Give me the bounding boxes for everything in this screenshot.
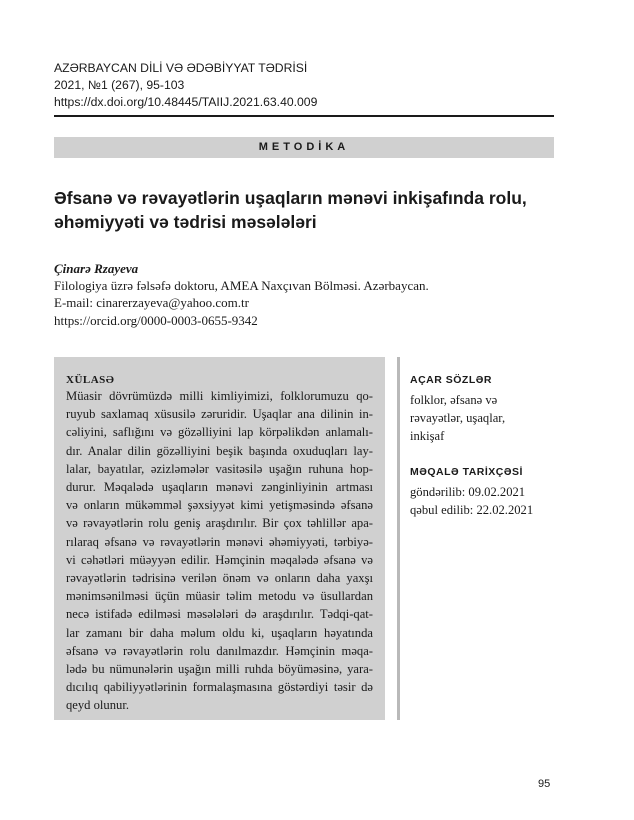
abstract-box <box>54 357 385 720</box>
abstract-line: ruyub saxlamaq xüsusilə zəruridir. Uşaqlar ana dilinin in- <box>66 407 373 422</box>
article-info-sidebar <box>410 373 570 519</box>
history-heading: MƏQALƏ TARİXÇƏSİ <box>410 466 523 478</box>
abstract-text <box>66 387 373 715</box>
journal-header <box>54 60 554 111</box>
abstract-line: rılaraq əfsanə və rəvayətlərin mənəvi əhəmiyyəti, tərbiyə- <box>66 534 373 549</box>
abstract-line: dıcılıq qabiliyyətlərinin formalaşmasına göstərdiyi təsir də <box>66 680 373 695</box>
journal-name: AZƏRBAYCAN DİLİ VƏ ƏDƏBİYYAT TƏDRİSİ <box>54 61 308 75</box>
abstract-line: qeyd olunur. <box>66 698 129 713</box>
abstract-line: və rəvayətlərin rolu geniş araşdırılır. Bir çox təhlillər apa- <box>66 516 373 531</box>
abstract-line: lədə bu nümunələrin uşağın milli ruhda böyüməsinə, yara- <box>66 662 373 677</box>
title-line: əhəmiyyəti və tədrisi məsələləri <box>54 212 317 232</box>
abstract-line: lar zamanı bir daha məlum oldu ki, uşaqların həyatında <box>66 625 373 640</box>
abstract-line: əfsanə və rəvayətlərin rolu danılmazdır. Həmçinin məqa- <box>66 643 373 658</box>
abstract-heading: XÜLASƏ <box>66 374 115 386</box>
keywords-line: folklor, əfsanə və <box>410 393 498 407</box>
author-affiliation: Filologiya üzrə fəlsəfə doktoru, AMEA Naxçıvan Bölməsi. Azərbaycan. <box>54 278 429 294</box>
abstract-line: lalar, bayatılar, əzizləmələr vasitəsilə uşağın ruhuna hop- <box>66 461 373 476</box>
author-name: Çinarə Rzayeva <box>54 261 139 276</box>
page-number: 95 <box>538 778 551 790</box>
author-block <box>54 260 574 329</box>
abstract-line: necə istifadə edilməsi məsələləri də araşdırılır. Tədqi-qat- <box>66 607 373 622</box>
abstract-line: və onların mükəmməl şəxsiyyət kimi yetişməsində əfsanə <box>66 498 373 513</box>
author-orcid[interactable]: https://orcid.org/0000-0003-0655-9342 <box>54 312 258 328</box>
keywords-line: inkişaf <box>410 429 445 443</box>
author-email[interactable]: E-mail: cinarerzayeva@yahoo.com.tr <box>54 295 249 311</box>
abstract-line: rəvayətlərin tədrisinə verilən önəm və onların daha yaxşı <box>66 571 373 586</box>
abstract-line: cəliyini, saflığını və gözəlliyini lap körpəlikdən anlamalı- <box>66 425 373 440</box>
history-accepted: qəbul edilib: 22.02.2021 <box>410 503 534 517</box>
title-line: Əfsanə və rəvayətlərin uşaqların mənəvi inkişafında rolu, <box>54 188 527 208</box>
abstract-line: Müasir dövrümüzdə milli kimliyimizi, folklorumuzu qo- <box>66 389 373 403</box>
abstract-line: mənimsənilməsi üçün müasir təlim metodu və üsullardan <box>66 589 373 604</box>
abstract-line: dır. Analar dilin gözəlliyini beşik başında oxuduqları lay- <box>66 443 373 458</box>
sidebar-divider <box>397 357 400 720</box>
doi-link[interactable]: https://dx.doi.org/10.48445/TAIIJ.2021.63.40.009 <box>54 95 318 109</box>
history-sent: göndərilib: 09.02.2021 <box>410 485 526 499</box>
abstract-line: durur. Məqalədə uşaqların mənəvi zənginliyinin artması <box>66 480 373 495</box>
keywords-heading: AÇAR SÖZLƏR <box>410 374 492 386</box>
header-rule <box>54 115 554 117</box>
keywords-line: rəvayətlər, uşaqlar, <box>410 411 506 425</box>
article-title <box>54 186 564 234</box>
abstract-line: vi cəhətləri müəyyən edilir. Həmçinin məqalədə əfsanə və <box>66 552 373 567</box>
section-label: METODİKA <box>54 137 554 158</box>
journal-issue: 2021, №1 (267), 95-103 <box>54 78 185 92</box>
